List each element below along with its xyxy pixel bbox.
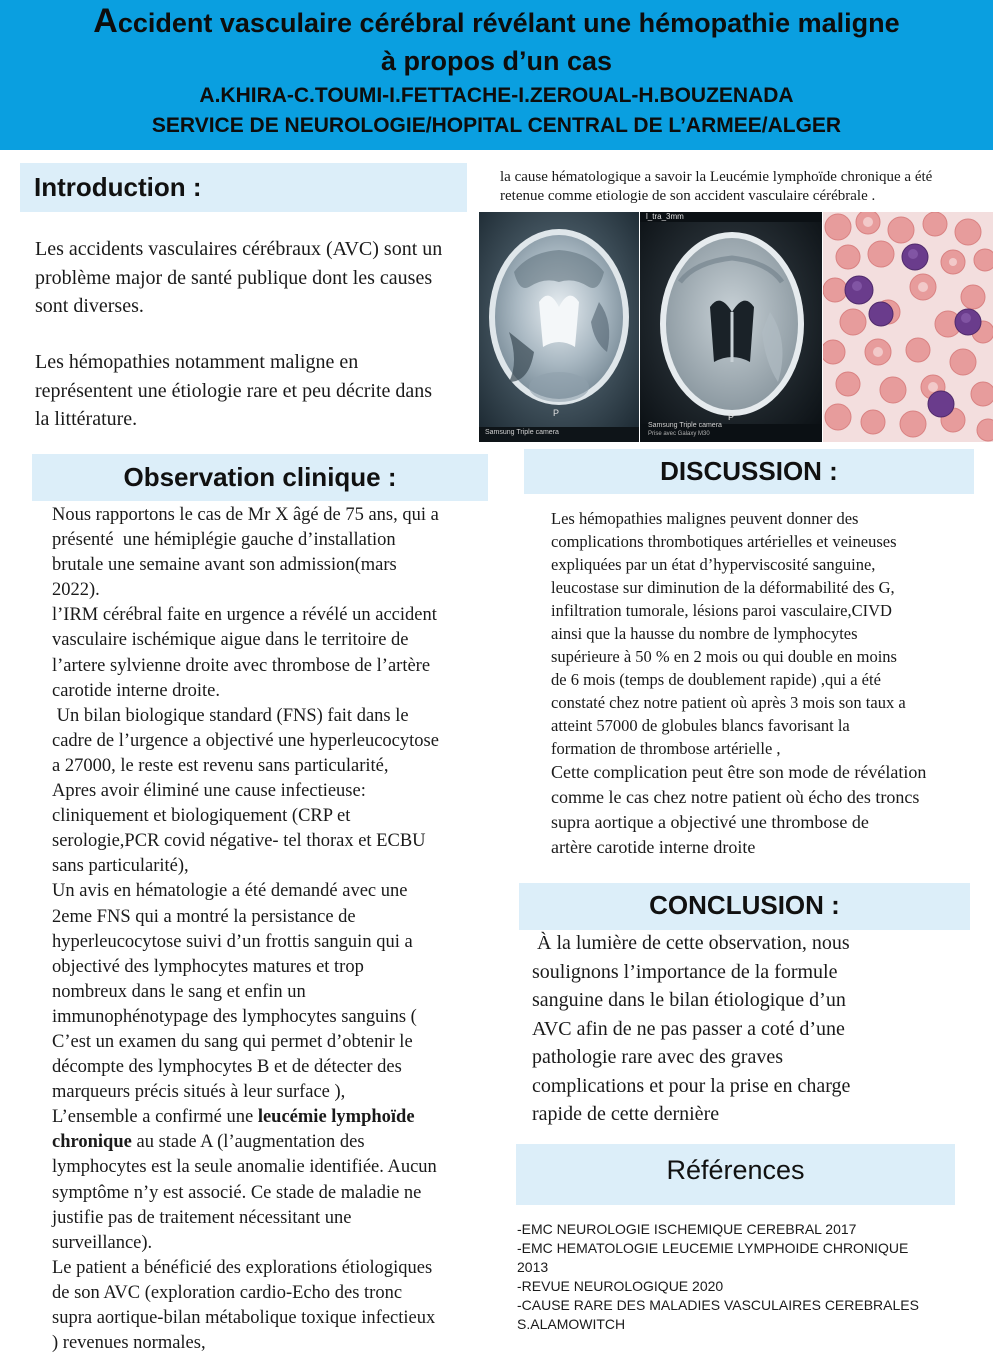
poster-title-line2: à propos d’un cas [380,46,613,76]
mri1-marker: P [553,408,560,418]
observation-line [52,1105,497,1130]
authors: A.KHIRA-C.TOUMI-I.FETTACHE-I.ZEROUAL-H.BOUZENADA [199,84,794,107]
poster-title-line1: Accident vasculaire cérébral révélant une hémopathie maligne [93,2,900,40]
introduction-paragraph-1: Les accidents vasculaires cérébraux (AVC) sont un problème major de santé publique dont les causes sont diverses. [35,238,443,317]
observation-line: objectivé des lymphocytes matures et trop [52,956,364,977]
observation-line: serologie,PCR covid négative- tel thorax et ECBU [52,831,426,852]
conclusion-line: AVC afin de ne pas passer a coté d’une [532,1017,845,1040]
discussion-line: constaté chez notre patient où après 3 mois son taux a [551,693,906,712]
observation-line: de son AVC (exploration cardio-Echo des tronc [52,1282,403,1303]
observation-line: hyperleucocytose suivi d’un frottis sanguin qui a [52,931,413,952]
discussion-line: artère carotide interne droite [551,837,756,857]
references-heading-box [516,1144,955,1205]
observation-heading-box [32,454,488,501]
introduction-heading: Introduction : [34,172,202,202]
discussion-heading: DISCUSSION : [660,456,838,486]
observation-line [52,1130,497,1155]
observation-line: cliniquement et biologiquement (CRP et [52,806,351,827]
reference-line: S.ALAMOWITCH [517,1316,626,1332]
observation-line: nombreux dans le sang et enfin un [52,981,306,1002]
conclusion-line: soulignons l’importance de la formule [532,960,838,983]
observation-line: 2022). [52,580,100,601]
observation-line: vasculaire ischémique aigue dans le territoire de [52,630,409,651]
observation-line: supra aortique-bilan métabolique toxique infectieux [52,1308,436,1328]
discussion-line: de 6 mois (temps de doublement rapide) ,qui a été [551,670,881,689]
discussion-line: Les hémopathies malignes peuvent donner des [551,509,859,528]
discussion-line: expliquées par un état d’hyperviscosité sanguine, [551,555,876,574]
introduction-paragraph-2: Les hémopathies notamment maligne en représentent une étiologie rare et peu décrite dans la littérature. [35,351,433,430]
blood-smear-image [823,212,993,442]
observation-line: Le patient a bénéficié des explorations étiologiques [52,1257,433,1278]
observation-line: surveillance). [52,1232,153,1253]
conclusion-text [532,929,972,1129]
mri1-camera-label: Samsung Triple camera [485,429,559,436]
conclusion-line: À la lumière de cette observation, nous [532,932,850,954]
observation-line: C’est un examen du sang qui permet d’obtenir le [52,1031,413,1052]
observation-line: cadre de l’urgence a objectivé une hyperleucocytose [52,730,439,751]
observation-line: a 27000, le reste est revenu sans particularité, [52,755,389,776]
introduction-heading-box [20,163,467,212]
mri2-marker: P [728,412,735,422]
reference-line: -EMC NEUROLOGIE ISCHEMIQUE CEREBRAL 2017 [517,1221,857,1237]
affiliation: SERVICE DE NEUROLOGIE/HOPITAL CENTRAL DE L’ARMEE/ALGER [151,114,842,137]
discussion-line: leucostase sur diminution de la déformabilité des G, [551,578,895,597]
reference-line: 2013 [517,1259,549,1275]
diagnosis-bold-2: chronique [52,1132,132,1153]
references-list [517,1220,987,1334]
discussion-line: supra aortique a objectivé une thrombose de [551,812,869,832]
discussion-line: Cette complication peut être son mode de révélation [551,762,927,782]
discussion-text [551,507,971,860]
observation-line: immunophénotypage des lymphocytes sanguins ( [52,1006,417,1027]
poster-header [0,0,993,150]
reference-line: -REVUE NEUROLOGIQUE 2020 [517,1278,724,1294]
conclusion-line: rapide de cette dernière [532,1103,720,1125]
conclusion-heading: CONCLUSION : [649,890,840,920]
observation-line: Un bilan biologique standard (FNS) fait dans le [52,705,409,726]
references-heading: Références [666,1155,805,1185]
observation-line: Nous rapportons le cas de Mr X âgé de 75 ans, qui a [52,505,439,525]
observation-line: l’IRM cérébral faite en urgence a révélé un accident [52,605,437,626]
observation-line: sans particularité), [52,856,189,877]
conclusion-line: pathologie rare avec des graves [532,1046,783,1068]
discussion-line: complications thrombotiques artérielles et veineuses [551,532,897,551]
observation-line: Apres avoir éliminé une cause infectieuse: [52,781,366,802]
mri2-camera-sublabel: Prise avec Galaxy M30 [648,431,710,437]
observation-line: symptôme n’y est associé. Ce stade de maladie ne [52,1182,422,1203]
observation-line: décompte des lymphocytes B et de détecter des [52,1057,402,1078]
blood-smear-micrograph [823,212,993,442]
reference-line: -CAUSE RARE DES MALADIES VASCULAIRES CEREBRALES [517,1297,919,1313]
discussion-line: infiltration tumorale, lésions paroi vasculaire,CIVD [551,601,892,620]
observation-line-text: au stade A (l’augmentation des [131,1132,365,1153]
mri-image-1 [479,212,639,442]
observation-line: marqueurs précis situés à leur surface ), [52,1082,346,1103]
conclusion-heading-box [519,883,970,930]
observation-text [52,503,497,1356]
mri-image-2 [640,212,822,442]
discussion-heading-box [524,449,974,494]
observation-line: lymphocytes est la seule anomalie identifiée. Aucun [52,1157,437,1178]
discussion-line: atteint 57000 de globules blancs favorisant la [551,716,850,735]
discussion-line: formation de thrombose artérielle , [551,739,781,758]
mri-axial-image-2 [640,212,822,442]
conclusion-line: complications et pour la prise en charge [532,1074,851,1097]
observation-line: 2eme FNS qui a montré la persistance de [52,906,356,927]
discussion-line: supérieure à 50 % en 2 mois ou qui double en moins [551,647,897,666]
discussion-line: comme le cas chez notre patient où écho des troncs [551,787,920,807]
observation-line-text: L’ensemble a confirmé une [52,1107,258,1128]
observation-line: brutale une semaine avant son admission(mars [52,555,397,576]
mri2-sequence-label: l_tra_3mm [646,212,684,221]
mri2-camera-label: Samsung Triple camera [648,422,722,429]
diagnosis-bold-1: leucémie lymphoïde [257,1107,415,1128]
observation-heading: Observation clinique : [123,462,397,492]
observation-line: carotide interne droite. [52,680,220,701]
observation-line: ) revenues normales, [52,1333,206,1354]
observation-line: justifie pas de traitement nécessitant une [52,1207,352,1228]
observation-line: Un avis en hématologie a été demandé avec une [52,881,408,902]
observation-line: présenté une hémiplégie gauche d’installation [52,530,396,551]
discussion-line: ainsi que la hausse du nombre de lymphocytes [551,624,858,643]
figure-caption: la cause hématologique a savoir la Leucémie lymphoïde chronique a été retenue comme etiologie de son accident vasculaire cérébrale . [500,169,933,204]
observation-line: l’artere sylvienne droite avec thrombose de l’artère [52,655,431,676]
reference-line: -EMC HEMATOLOGIE LEUCEMIE LYMPHOIDE CHRONIQUE [517,1240,909,1256]
conclusion-line: sanguine dans le bilan étiologique d’un [532,989,846,1011]
